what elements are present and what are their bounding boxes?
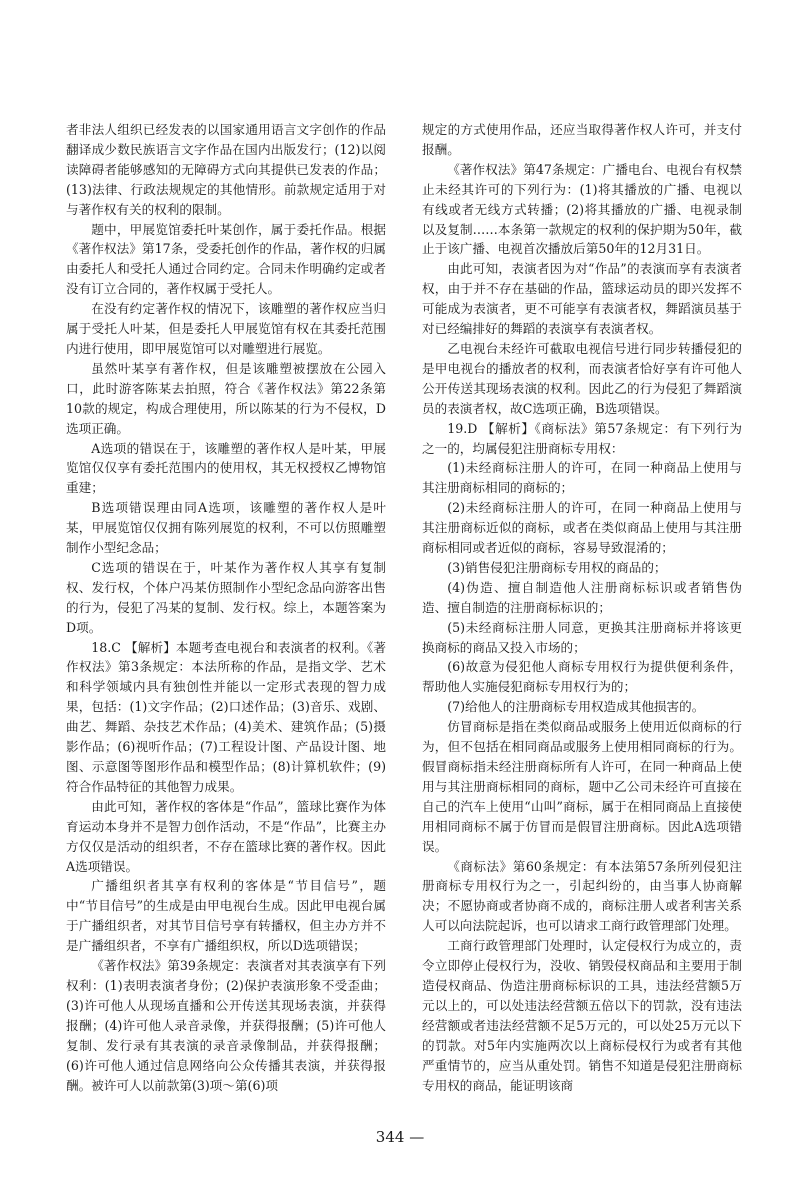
paragraph: 《著作权法》第39条规定：表演者对其表演享有下列权利：(1)表明表演者身份；(2)保护表演形象不受歪曲；(3)许可他人从现场直播和公开传送其现场表演，并获得报酬；(4)许可他人录音录像，并获得报酬；(5)许可他人复制、发行录有其表演的录音录像制品，并获得报酬；(6)许可他人通过信息网络向公众传播其表演，并获得报酬。被许可人以前款第(3)项～第(6)项 bbox=[66, 958, 386, 1093]
paragraph: 题中，甲展览馆委托叶某创作，属于委托作品。根据《著作权法》第17条，受委托创作的作品，著作权的归属由委托人和受托人通过合同约定。合同未作明确约定或者没有订立合同的，著作权属于受托人。 bbox=[66, 221, 386, 297]
paragraph: (7)给他人的注册商标专用权造成其他损害的。 bbox=[447, 699, 705, 715]
paragraph: B选项错误理由同A选项，该雕塑的著作权人是叶某，甲展览馆仅仅拥有陈列展览的权利，不可以仿照雕塑制作小型纪念品； bbox=[66, 500, 386, 556]
paragraph: 19.D 【解析】《商标法》第57条规定：有下列行为之一的，均属侵犯注册商标专用权： bbox=[422, 420, 742, 456]
paragraph: 广播组织者其享有权利的客体是“节目信号”，题中“节目信号”的生成是由甲电视台生成。因此甲电视台属于广播组织者，对其节目信号享有转播权，但主办方并不是广播组织者，不享有广播组织权，所以D选项错误； bbox=[66, 878, 386, 954]
paragraph: 《商标法》第60条规定：有本法第57条所列侵犯注册商标专用权行为之一，引起纠纷的，由当事人协商解决；不愿协商或者协商不成的，商标注册人或者利害关系人可以向法院起诉，也可以请求工商行政管理部门处理。 bbox=[422, 858, 742, 934]
paragraph: (1)未经商标注册人的许可，在同一种商品上使用与其注册商标相同的商标的； bbox=[422, 460, 742, 496]
page-number: 344 — bbox=[375, 1128, 425, 1146]
paragraph: 在没有约定著作权的情况下，该雕塑的著作权应当归属于受托人叶某，但是委托人甲展览馆有权在其委托范围内进行使用，即甲展览馆可以对雕塑进行展览。 bbox=[66, 301, 386, 356]
paragraph: 《著作权法》第47条规定：广播电台、电视台有权禁止未经其许可的下列行为：(1)将其播放的广播、电视以有线或者无线方式转播；(2)将其播放的广播、电视录制以及复制……本条第一款规定的权利的保护期为50年，截止于该广播、电视首次播放后第50年的12月31日。 bbox=[422, 161, 742, 257]
paragraph: (6)故意为侵犯他人商标专用权行为提供便利条件，帮助他人实施侵犯商标专用权行为的； bbox=[422, 659, 742, 695]
paragraph: (3)销售侵犯注册商标专用权的商品的； bbox=[447, 559, 667, 575]
paragraph: 由此可知，表演者因为对“作品”的表演而享有表演者权，由于并不存在基础的作品，篮球运动员的即兴发挥不可能成为表演者，更不可能享有表演者权，舞蹈演员基于对已经编排好的舞蹈的表演享有表演者权。 bbox=[422, 261, 742, 337]
right-column bbox=[422, 120, 742, 1095]
paragraph: 由此可知，著作权的客体是“作品”，篮球比赛作为体育运动本身并不是智力创作活动，不是“作品”，比赛主办方仅仅是活动的组织者，不存在篮球比赛的著作权。因此A选项错误。 bbox=[66, 798, 386, 874]
paragraph: C选项的错误在于，叶某作为著作权人其享有复制权、发行权，个体户冯某仿照制作小型纪念品向游客出售的行为，侵犯了冯某的复制、发行权。综上，本题答案为D项。 bbox=[66, 559, 386, 635]
paragraph: (4)伪造、擅自制造他人注册商标标识或者销售伪造、擅自制造的注册商标标识的； bbox=[422, 579, 742, 615]
paragraph: 虽然叶某享有著作权，但是该雕塑被摆放在公园入口，此时游客陈某去拍照，符合《著作权法》第22条第10款的规定，构成合理使用，所以陈某的行为不侵权，D选项正确。 bbox=[66, 360, 386, 436]
paragraph: 18.C 【解析】本题考查电视台和表演者的权利。《著作权法》第3条规定：本法所称的作品，是指文学、艺术和科学领域内具有独创性并能以一定形式表现的智力成果，包括：(1)文字作品；(2)口述作品；(3)音乐、戏剧、曲艺、舞蹈、杂技艺术作品；(4)美术、建筑作品；(5)摄影作品；(6)视听作品；(7)工程设计图、产品设计图、地图、示意图等图形作品和模型作品；(8)计算机软件；(9)符合作品特征的其他智力成果。 bbox=[66, 639, 386, 794]
paragraph: 者非法人组织已经发表的以国家通用语言文字创作的作品翻译成少数民族语言文字作品在国内出版发行；(12)以阅读障碍者能够感知的无障碍方式向其提供已发表的作品；(13)法律、行政法规规定的其他情形。前款规定适用于对与著作权有关的权利的限制。 bbox=[66, 122, 386, 217]
paragraph: 规定的方式使用作品，还应当取得著作权人许可，并支付报酬。 bbox=[422, 122, 742, 157]
paragraph: 乙电视台未经许可截取电视信号进行同步转播侵犯的是甲电视台的播放者的权利，而表演者恰好享有许可他人公开传送其现场表演的权利。因此乙的行为侵犯了舞蹈演员的表演者权，故C选项正确，B选项错误。 bbox=[422, 340, 742, 416]
paragraph: A选项的错误在于，该雕塑的著作权人是叶某，甲展览馆仅仅享有委托范围内的使用权，其无权授权乙博物馆重建； bbox=[66, 440, 386, 496]
paragraph: 工商行政管理部门处理时，认定侵权行为成立的，责令立即停止侵权行为，没收、销毁侵权商品和主要用于制造侵权商品、伪造注册商标标识的工具，违法经营额5万元以上的，可以处违法经营额五倍以下的罚款，没有违法经营额或者违法经营额不足5万元的，可以处25万元以下的罚款。对5年内实施两次以上商标侵权行为或者有其他严重情节的，应当从重处罚。销售不知道是侵犯注册商标专用权的商品，能证明该商 bbox=[422, 938, 742, 1093]
paragraph: 仿冒商标是指在类似商品或服务上使用近似商标的行为，但不包括在相同商品或服务上使用相同商标的行为。假冒商标指未经注册商标所有人许可，在同一种商品上使用与其注册商标相同的商标，题中乙公司未经许可直接在自己的汽车上使用“山叫”商标，属于在相同商品上直接使用相同商标不属于仿冒而是假冒注册商标。因此A选项错误。 bbox=[422, 719, 742, 854]
left-column bbox=[66, 120, 386, 1095]
paragraph: (2)未经商标注册人的许可，在同一种商品上使用与其注册商标近似的商标，或者在类似商品上使用与其注册商标相同或者近似的商标，容易导致混淆的； bbox=[422, 500, 742, 556]
paragraph: (5)未经商标注册人同意，更换其注册商标并将该更换商标的商品又投入市场的； bbox=[422, 619, 742, 655]
